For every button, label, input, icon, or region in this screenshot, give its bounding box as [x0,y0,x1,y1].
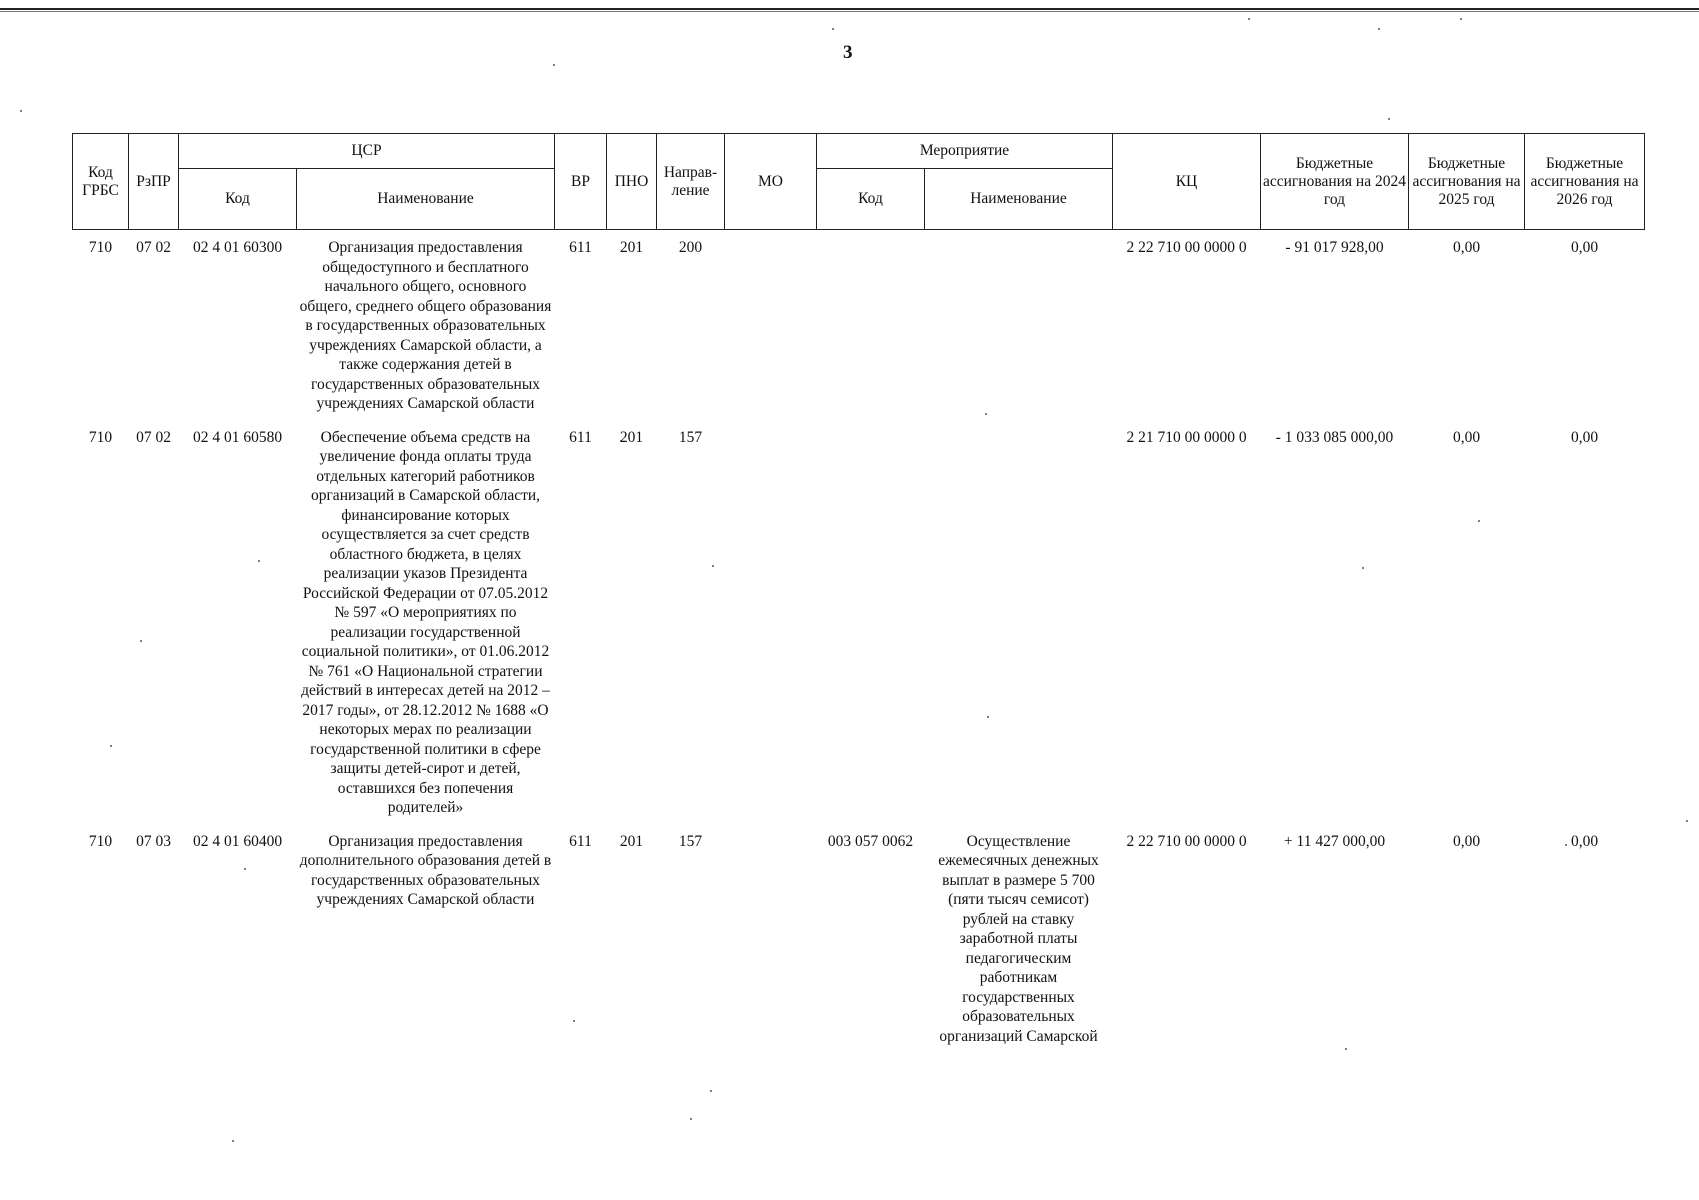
cell-csr-name: Организация предоставления дополнительного образования детей в государственных образовательных учреждениях Самарской области [299,832,552,908]
cell-budget-2026: 0,00 [1570,832,1599,850]
scan-speck [232,1140,234,1142]
scan-speck [553,64,555,66]
cell-event-code [817,230,925,424]
cell-vr: 611 [569,428,592,446]
cell-budget-2024: - 1 033 085 000,00 [1275,428,1394,446]
header-direction: Направ-ление [657,134,725,230]
table-row [73,230,1645,424]
cell-csr-code: 02 4 01 60400 [192,832,283,850]
cell-mo [725,230,817,424]
header-budget-2026: Бюджетные ассигнования на 2026 год [1525,134,1645,230]
cell-pno: 201 [619,428,644,446]
header-pno: ПНО [607,134,657,230]
cell-budget-2025: 0,00 [1452,239,1481,256]
table-row [73,424,1645,828]
scan-speck [1388,118,1390,120]
header-row-top [73,134,1645,169]
scan-speck [1248,18,1250,20]
cell-vr: 611 [569,239,592,256]
header-mo: МО [725,134,817,230]
cell-grbs: 710 [88,428,113,446]
cell-event-name [925,424,1113,828]
cell-budget-2024: - 91 017 928,00 [1285,239,1384,256]
table-row [73,828,1645,1057]
page-number: 3 [843,42,853,63]
header-budget-2024: Бюджетные ассигнования на 2024 год [1261,134,1409,230]
cell-grbs: 710 [88,832,113,850]
top-border-line-thin [0,11,1699,12]
cell-kc: 2 22 710 00 0000 0 [1126,239,1247,256]
cell-event-name [925,230,1113,424]
cell-direction: 157 [678,832,703,850]
cell-csr-name: Обеспечение объема средств на увеличение фонда оплаты труда отдельных категорий работников организаций в Самарской области, финансирование которых осуществляется за счет средств областного бюджета, в целях реализации указов Президента Российской Федерации от 07.05.2012 № 597 «О мероприятиях по реализации государственной социальной политики», от 01.06.2012 № 761 «О Национальной стратегии действий в интересах детей на 2012 – 2017 годы», от 28.12.2012 № 1688 «О некоторых мерах по реализации государственной политики в сфере защиты детей-сирот и детей, оставшихся без попечения родителей» [301,428,550,816]
scan-speck [1686,820,1688,822]
cell-rzpr: 07 03 [136,832,171,850]
scan-speck [710,1090,712,1092]
cell-budget-2026: 0,00 [1570,239,1599,256]
scan-speck [832,28,834,30]
header-csr: ЦСР [179,134,555,169]
cell-mo [725,828,817,1057]
cell-csr-code: 02 4 01 60300 [192,239,283,256]
scan-speck [690,1118,692,1120]
cell-budget-2026: 0,00 [1570,428,1599,446]
cell-direction: 157 [678,428,703,446]
header-event-name: Наименование [925,169,1113,230]
cell-pno: 201 [619,239,644,256]
header-csr-name: Наименование [297,169,555,230]
cell-event-name: Осуществление ежемесячных денежных выплат в размере 5 700 (пяти тысяч семисот) рублей на ставку заработной платы педагогическим работникам государственных образовательных организаций Самарской [938,832,1099,1045]
header-csr-code: Код [179,169,297,230]
cell-event-code [817,424,925,828]
cell-pno: 201 [619,832,644,850]
header-vr: ВР [555,134,607,230]
cell-mo [725,424,817,828]
cell-budget-2025: 0,00 [1452,428,1481,446]
cell-vr: 611 [569,832,592,850]
cell-rzpr: 07 02 [136,239,171,256]
cell-kc: 2 22 710 00 0000 0 [1126,832,1247,850]
cell-rzpr: 07 02 [136,428,171,446]
cell-csr-code: 02 4 01 60580 [192,428,283,446]
cell-direction: 200 [678,239,703,256]
cell-budget-2024: + 11 427 000,00 [1283,832,1386,850]
header-rzpr: РзПР [129,134,179,230]
cell-grbs: 710 [88,239,113,256]
scan-speck [1378,28,1380,30]
cell-budget-2025: 0,00 [1452,832,1481,850]
cell-kc: 2 21 710 00 0000 0 [1126,428,1247,446]
scan-speck [1460,18,1462,20]
header-event-code: Код [817,169,925,230]
header-grbs: Код ГРБС [73,134,129,230]
cell-event-code: 003 057 0062 [827,832,914,850]
header-kc: КЦ [1113,134,1261,230]
header-event: Мероприятие [817,134,1113,169]
cell-csr-name: Организация предоставления общедоступного и бесплатного начального общего, основного общего, среднего общего образования в государственных образовательных учреждениях Самарской области, а также содержания детей в государственных образовательных учреждениях Самарской области [299,239,552,412]
scan-speck [20,110,22,112]
top-border-line [0,8,1699,10]
header-budget-2025: Бюджетные ассигнования на 2025 год [1409,134,1525,230]
budget-table [72,133,1645,1056]
